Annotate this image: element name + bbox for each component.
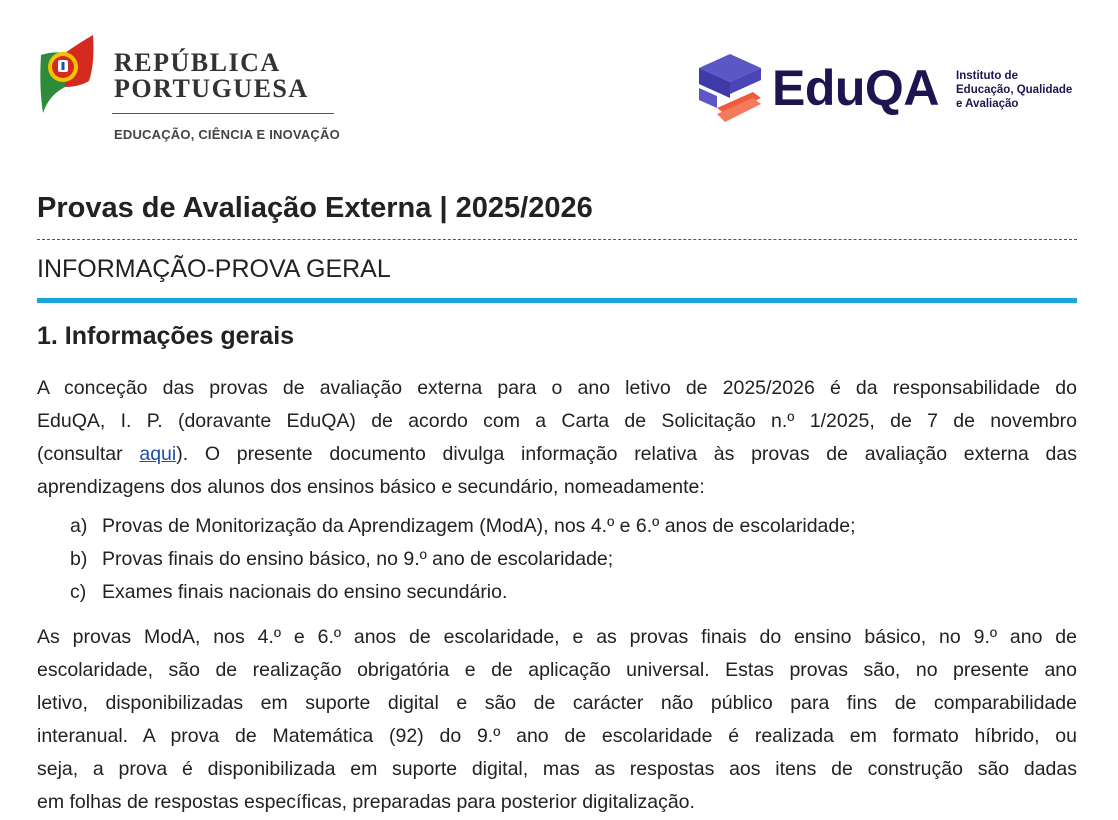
dashed-divider (37, 239, 1077, 240)
rp-name-line2: PORTUGUESA (114, 74, 309, 103)
para2-line6: em folhas de respostas específicas, preparadas para posterior digitalização. (37, 791, 695, 813)
paragraph-moda (37, 621, 1077, 819)
list-item (70, 576, 856, 609)
para1-line3 (37, 438, 1077, 471)
eduqa-inst-line1: Instituto de (956, 70, 1018, 82)
list-item (70, 510, 856, 543)
rp-divider (112, 113, 334, 114)
para1-line4: aprendizagens dos alunos dos ensinos básico e secundário, nomeadamente: (37, 476, 705, 498)
paragraph-intro (37, 372, 1077, 504)
para2-line5: seja, a prova é disponibilizada em suporte digital, mas as respostas aos itens de construção são dadas (37, 758, 1077, 780)
aqui-link[interactable]: aqui (139, 443, 177, 465)
exam-types-list (70, 510, 856, 609)
para2-line1: As provas ModA, nos 4.º e 6.º anos de escolaridade, e as provas finais do ensino básico, no 9.º ano de (37, 626, 1077, 648)
list-item-text: Provas finais do ensino básico, no 9.º ano de escolaridade; (102, 548, 614, 570)
para1-line1: A conceção das provas de avaliação externa para o ano letivo de 2025/2026 é da responsabilidade do (37, 377, 1077, 399)
list-marker: a) (70, 515, 88, 537)
rp-name-line1: REPÚBLICA (114, 48, 281, 77)
list-item-text: Exames finais nacionais do ensino secundário. (102, 581, 508, 603)
eduqa-institute-name (956, 69, 1072, 111)
para2-line4: interanual. A prova de Matemática (92) do 9.º ano de escolaridade é realizada em formato híbrido, ou (37, 725, 1077, 747)
para1-line2: EduQA, I. P. (doravante EduQA) de acordo com a Carta de Solicitação n.º 1/2025, de 7 de novembro (37, 410, 1077, 432)
para1-line3-pre: (consultar (37, 443, 140, 465)
republica-portuguesa-emblem-icon (35, 33, 95, 115)
para1-line3-post: ). O presente documento divulga informação relativa às provas de avaliação externa das (176, 443, 1077, 465)
section-heading: 1. Informações gerais (37, 322, 295, 350)
accent-divider (37, 298, 1077, 303)
eduqa-wordmark: EduQA (772, 60, 939, 116)
list-item (70, 543, 856, 576)
eduqa-logo-icon (697, 52, 763, 126)
document-title: Provas de Avaliação Externa | 2025/2026 (37, 192, 593, 224)
document-subtitle: INFORMAÇÃO-PROVA GERAL (37, 255, 391, 283)
ministry-label: EDUCAÇÃO, CIÊNCIA E INOVAÇÃO (114, 127, 340, 142)
republica-portuguesa-wordmark (114, 50, 309, 102)
list-marker: c) (70, 581, 87, 603)
eduqa-inst-line2: Educação, Qualidade (956, 84, 1073, 96)
list-item-text: Provas de Monitorização da Aprendizagem (ModA), nos 4.º e 6.º anos de escolaridade; (102, 515, 856, 537)
list-marker: b) (70, 548, 88, 570)
para2-line2: escolaridade, são de realização obrigatória e de aplicação universal. Estas provas são, no presente ano (37, 659, 1077, 681)
eduqa-inst-line3: e Avaliação (956, 98, 1019, 110)
para2-line3: letivo, disponibilizadas em suporte digital e são de carácter não público para fins de comparabilidade (37, 692, 1077, 714)
